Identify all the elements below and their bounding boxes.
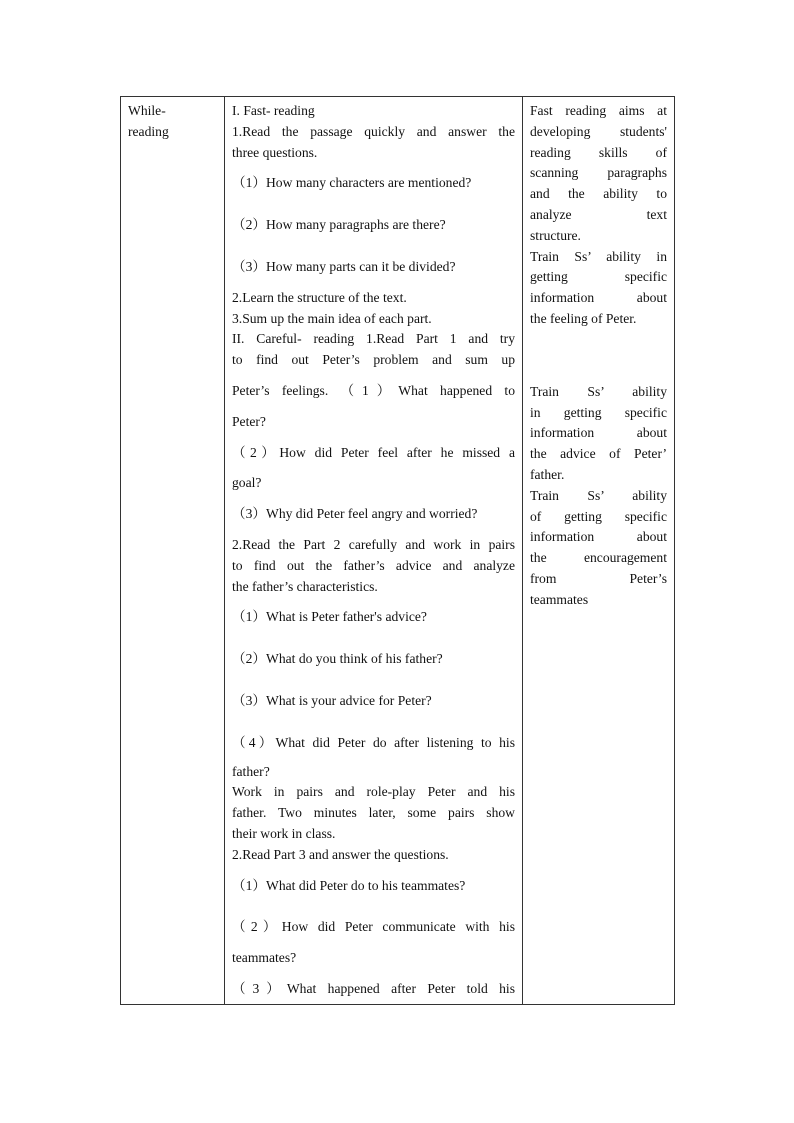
- activity-line: their work in class.: [232, 825, 336, 841]
- activity-line: to find out the father’s advice and analyze: [232, 557, 515, 573]
- purpose-line: information about: [530, 290, 667, 306]
- activity-line: II. Careful- reading 1.Read Part 1 and try: [232, 331, 515, 347]
- purpose-line: developing students': [530, 123, 667, 139]
- lesson-plan-table: [120, 96, 675, 1005]
- purpose-line: Train Ss’ ability: [530, 383, 667, 399]
- activity-line: Peter’s feelings. （1）What happened to: [232, 382, 515, 398]
- activity-line: father?: [232, 763, 270, 779]
- activity-line: Peter?: [232, 413, 266, 429]
- purpose-line: the encouragement: [530, 550, 667, 566]
- purpose-line: scanning paragraphs: [530, 165, 667, 181]
- purpose-line: structure.: [530, 227, 581, 243]
- table-row: [121, 97, 675, 1005]
- activity-line: （2）How did Peter feel after he missed a: [232, 444, 515, 460]
- activity-line: 1.Read the passage quickly and answer the: [232, 123, 515, 139]
- activity-line: （3）Why did Peter feel angry and worried?: [232, 506, 478, 522]
- purpose-line: getting specific: [530, 269, 667, 285]
- activities-cell: [225, 97, 523, 1005]
- activity-line: （1）What did Peter do to his teammates?: [232, 877, 466, 893]
- activity-line: 3.Sum up the main idea of each part.: [232, 310, 432, 326]
- activity-line: （2）What do you think of his father?: [232, 651, 443, 667]
- activity-line: （1）What is Peter father's advice?: [232, 609, 427, 625]
- purpose-line: analyze text: [530, 206, 667, 222]
- activity-line: I. Fast- reading: [232, 103, 315, 118]
- stage-label-line-1: While-: [128, 103, 166, 118]
- activity-line: father. Two minutes later, some pairs show: [232, 805, 515, 821]
- purpose-line: the advice of Peter’: [530, 446, 667, 462]
- purpose-line: Train Ss’ ability in: [530, 248, 667, 264]
- activity-line: （3）How many parts can it be divided?: [232, 258, 456, 274]
- activity-line: the father’s characteristics.: [232, 578, 378, 594]
- purpose-line: information about: [530, 529, 667, 545]
- activity-line: goal?: [232, 475, 262, 491]
- activity-line: （3）What happened after Peter told his: [232, 980, 515, 996]
- activity-line: 2.Learn the structure of the text.: [232, 289, 407, 305]
- activity-line: 2.Read Part 3 and answer the questions.: [232, 846, 449, 862]
- purpose-line: Train Ss’ ability: [530, 487, 667, 503]
- activity-line: 2.Read the Part 2 carefully and work in pairs: [232, 536, 515, 552]
- purpose-line: in getting specific: [530, 404, 667, 420]
- purpose-line: Fast reading aims at: [530, 103, 667, 118]
- purpose-line: information about: [530, 425, 667, 441]
- stage-label-line-2: reading: [128, 123, 169, 139]
- activity-line: （3）What is your advice for Peter?: [232, 692, 432, 708]
- activity-line: （1）How many characters are mentioned?: [232, 175, 472, 191]
- activity-line: three questions.: [232, 144, 318, 160]
- activity-line: teammates?: [232, 950, 297, 966]
- activity-line: Work in pairs and role-play Peter and his: [232, 784, 515, 800]
- purpose-line: teammates: [530, 591, 589, 607]
- activity-line: （4）What did Peter do after listening to his: [232, 734, 515, 750]
- purpose-line: reading skills of: [530, 144, 667, 160]
- activity-line: to find out Peter’s problem and sum up: [232, 352, 515, 368]
- activity-line: （2）How did Peter communicate with his: [232, 919, 515, 935]
- purpose-cell: [523, 97, 675, 1005]
- purpose-line: father.: [530, 466, 565, 482]
- purpose-line: and the ability to: [530, 186, 667, 202]
- purpose-line: of getting specific: [530, 508, 667, 524]
- activity-line: （2）How many paragraphs are there?: [232, 217, 446, 233]
- purpose-line: from Peter’s: [530, 570, 667, 586]
- stage-cell: [121, 97, 225, 1005]
- purpose-line: the feeling of Peter.: [530, 310, 637, 326]
